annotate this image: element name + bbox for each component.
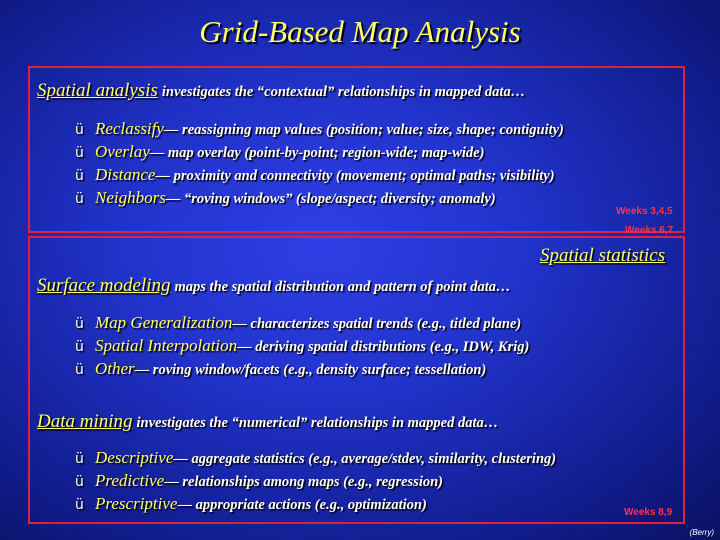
list-item (75, 313, 521, 333)
check-icon: ü (75, 145, 84, 161)
weeks-label: Weeks 3,4,5 (616, 206, 673, 217)
item-desc: — roving window/facets (e.g., density surface; tessellation) (134, 362, 487, 378)
item-term: Descriptive (95, 448, 174, 467)
check-icon: ü (75, 362, 84, 378)
item-desc: — characterizes spatial trends (e.g., titled plane) (232, 316, 522, 332)
slide-title: Grid-Based Map Analysis (199, 14, 521, 49)
surface-modeling-heading: Surface modeling (37, 275, 171, 296)
surface-modeling-description: maps the spatial distribution and pattern of point data… (174, 279, 511, 295)
item-desc: — appropriate actions (e.g., optimization) (177, 497, 427, 513)
author-credit: (Berry) (689, 528, 714, 537)
item-desc: — deriving spatial distributions (e.g., IDW, Krig) (237, 339, 530, 355)
spatial-analysis-row (37, 80, 525, 102)
item-desc: — proximity and connectivity (movement; optimal paths; visibility) (155, 168, 555, 184)
weeks-label: Weeks 8,9 (624, 507, 673, 518)
surface-modeling-row (37, 275, 511, 297)
item-term: Other (95, 359, 135, 378)
spatial-analysis-description: investigates the “contextual” relationships in mapped data… (161, 84, 526, 100)
item-desc: — aggregate statistics (e.g., average/stdev, similarity, clustering) (173, 451, 557, 467)
check-icon: ü (75, 168, 84, 184)
list-item (75, 119, 564, 139)
check-icon: ü (75, 191, 84, 207)
item-term: Prescriptive (95, 494, 178, 513)
item-term: Overlay (95, 142, 150, 161)
check-icon: ü (75, 122, 84, 138)
list-item (75, 471, 443, 491)
item-term: Neighbors (95, 188, 166, 207)
spatial-statistics-row (540, 245, 665, 267)
spatial-analysis-heading: Spatial analysis (37, 80, 158, 101)
item-term: Reclassify (95, 119, 164, 138)
check-icon: ü (75, 474, 84, 490)
list-item (75, 494, 427, 514)
list-item (75, 165, 555, 185)
list-item (75, 336, 529, 356)
spatial-statistics-heading: Spatial statistics (540, 245, 666, 266)
list-item (75, 188, 496, 208)
item-term: Predictive (95, 471, 165, 490)
item-desc: — relationships among maps (e.g., regression) (164, 474, 443, 490)
weeks-label: Weeks 6,7 (625, 225, 674, 236)
check-icon: ü (75, 451, 84, 467)
item-term: Spatial Interpolation (95, 336, 238, 355)
item-desc: — reassigning map values (position; value; size, shape; contiguity) (163, 122, 564, 138)
item-desc: — “roving windows” (slope/aspect; diversity; anomaly) (165, 191, 496, 207)
item-term: Distance (95, 165, 156, 184)
list-item (75, 359, 486, 379)
check-icon: ü (75, 497, 84, 513)
check-icon: ü (75, 339, 84, 355)
item-desc: — map overlay (point-by-point; region-wide; map-wide) (149, 145, 485, 161)
data-mining-row (37, 411, 498, 433)
item-term: Map Generalization (95, 313, 233, 332)
check-icon: ü (75, 316, 84, 332)
data-mining-heading: Data mining (37, 411, 133, 432)
data-mining-description: investigates the “numerical” relationships in mapped data… (136, 415, 499, 431)
list-item (75, 142, 484, 162)
list-item (75, 448, 556, 468)
